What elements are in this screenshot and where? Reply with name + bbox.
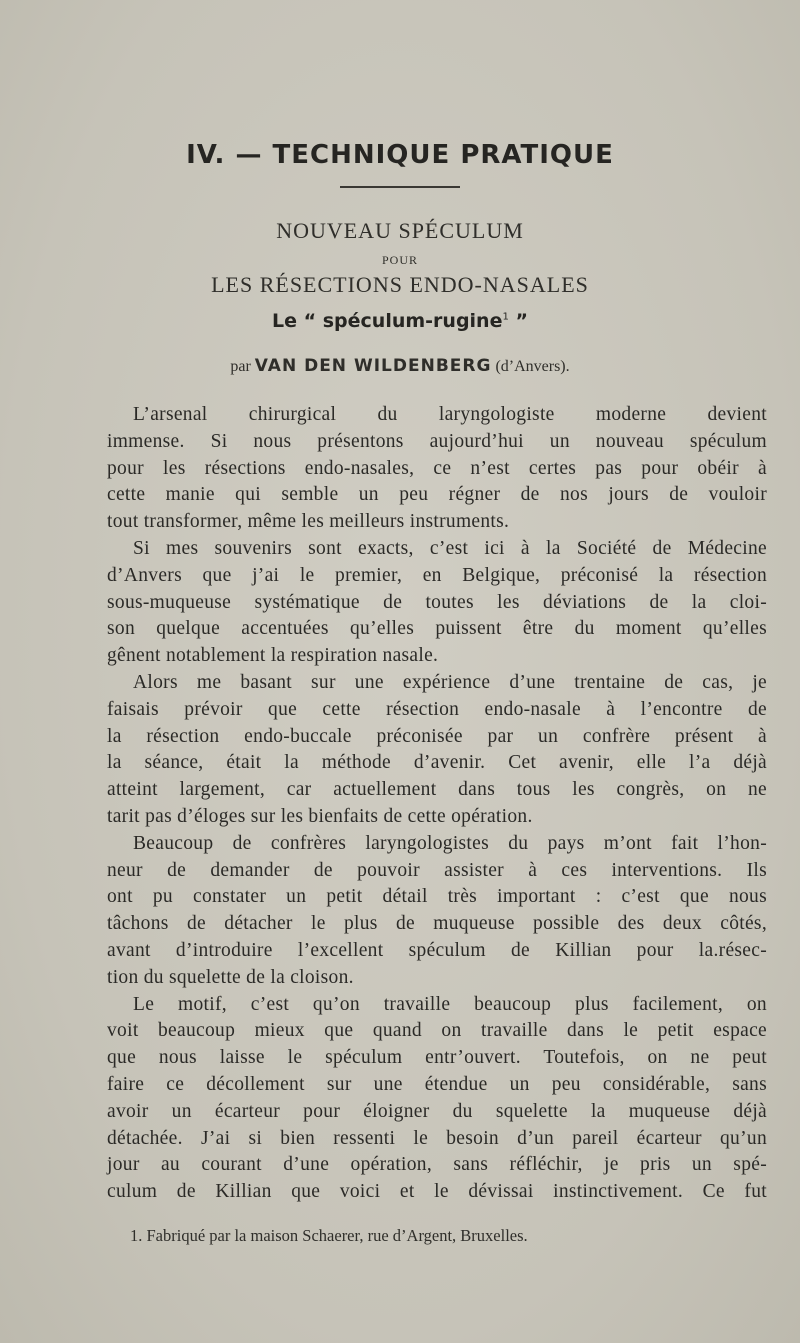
byline <box>0 356 800 376</box>
text-line: tâchons de détacher le plus de muqueuse possible des deux côtés, <box>107 913 767 935</box>
text-line: culum de Killian que voici et le dévissai instinctivement. Ce fut <box>107 1181 767 1203</box>
text-line: avoir un écarteur pour éloigner du squelette la muqueuse déjà <box>107 1100 767 1122</box>
section-title: IV. — TECHNIQUE PRATIQUE <box>186 140 614 170</box>
text-line: Si mes souvenirs sont exacts, c’est ici à la Société de Médecine <box>133 537 767 559</box>
text-line: atteint largement, car actuellement dans tous les congrès, on ne <box>107 779 767 801</box>
text-line: gênent notablement la respiration nasale. <box>107 645 439 667</box>
text-line: que nous laisse le spéculum entr’ouvert. Toutefois, on ne peut <box>107 1047 767 1069</box>
body-text <box>107 402 767 1206</box>
text-line: tout transformer, même les meilleurs instruments. <box>107 511 510 533</box>
text-line: voit beaucoup mieux que quand on travaille dans le petit espace <box>107 1020 767 1042</box>
text-line: Beaucoup de confrères laryngologistes du pays m’ont fait l’hon- <box>133 832 767 854</box>
footnote-mark: 1 <box>502 311 509 323</box>
byline-place: (d’Anvers). <box>491 358 570 375</box>
title-rule <box>340 186 460 188</box>
text-line: avant d’introduire l’excellent spéculum de Killian pour la.résec- <box>107 939 767 961</box>
text-line: neur de demander de pouvoir assister à ces interventions. Ils <box>107 859 767 881</box>
text-line: la séance, était la méthode d’avenir. Cet avenir, elle l’a déjà <box>107 752 767 774</box>
subtitle-close: ” <box>508 310 528 332</box>
article-title-line1: NOUVEAU SPÉCULUM <box>276 218 524 243</box>
text-line: détachée. J’ai si bien ressenti le besoin d’un pareil écarteur qu’un <box>107 1127 767 1149</box>
text-line: L’arsenal chirurgical du laryngologiste moderne devient <box>133 404 767 425</box>
article-subtitle <box>0 310 800 332</box>
text-line: la résection endo-buccale préconisée par un confrère présent à <box>107 725 767 747</box>
text-line: Le motif, c’est qu’on travaille beaucoup plus facilement, on <box>133 993 767 1015</box>
text-line: tion du squelette de la cloison. <box>107 966 354 988</box>
text-line: immense. Si nous présentons aujourd’hui un nouveau spéculum <box>107 430 767 452</box>
footnote: 1. Fabriqué par la maison Schaerer, rue d’Argent, Bruxelles. <box>130 1226 528 1245</box>
text-line: jour au courant d’une opération, sans réfléchir, je pris un spé- <box>107 1154 767 1176</box>
text-line: tarit pas d’éloges sur les bienfaits de cette opération. <box>107 805 533 827</box>
text-line: pour les résections endo-nasales, ce n’est certes pas pour obéir à <box>107 457 767 479</box>
text-line: Alors me basant sur une expérience d’une trentaine de cas, je <box>133 671 767 693</box>
byline-par: par <box>230 358 255 375</box>
text-line: cette manie qui semble un peu régner de nos jours de vouloir <box>107 484 767 506</box>
subtitle-text: Le “ spéculum-rugine <box>272 310 503 332</box>
byline-author: VAN DEN WILDENBERG <box>254 356 492 376</box>
text-line: sous-muqueuse systématique de toutes les déviations de la cloi- <box>107 591 767 613</box>
text-line: faisais prévoir que cette résection endo-nasale à l’encontre de <box>107 698 767 720</box>
text-line: d’Anvers que j’ai le premier, en Belgique, préconisé la résection <box>107 564 767 586</box>
text-line: faire ce décollement sur une étendue un peu considérable, sans <box>107 1073 767 1095</box>
article-title-pour: POUR <box>381 253 418 267</box>
text-line: ont pu constater un petit détail très important : c’est que nous <box>107 886 767 908</box>
article-title-line2: LES RÉSECTIONS ENDO-NASALES <box>211 272 589 297</box>
text-line: son quelque accentuées qu’elles puissent être du moment qu’elles <box>107 618 767 640</box>
